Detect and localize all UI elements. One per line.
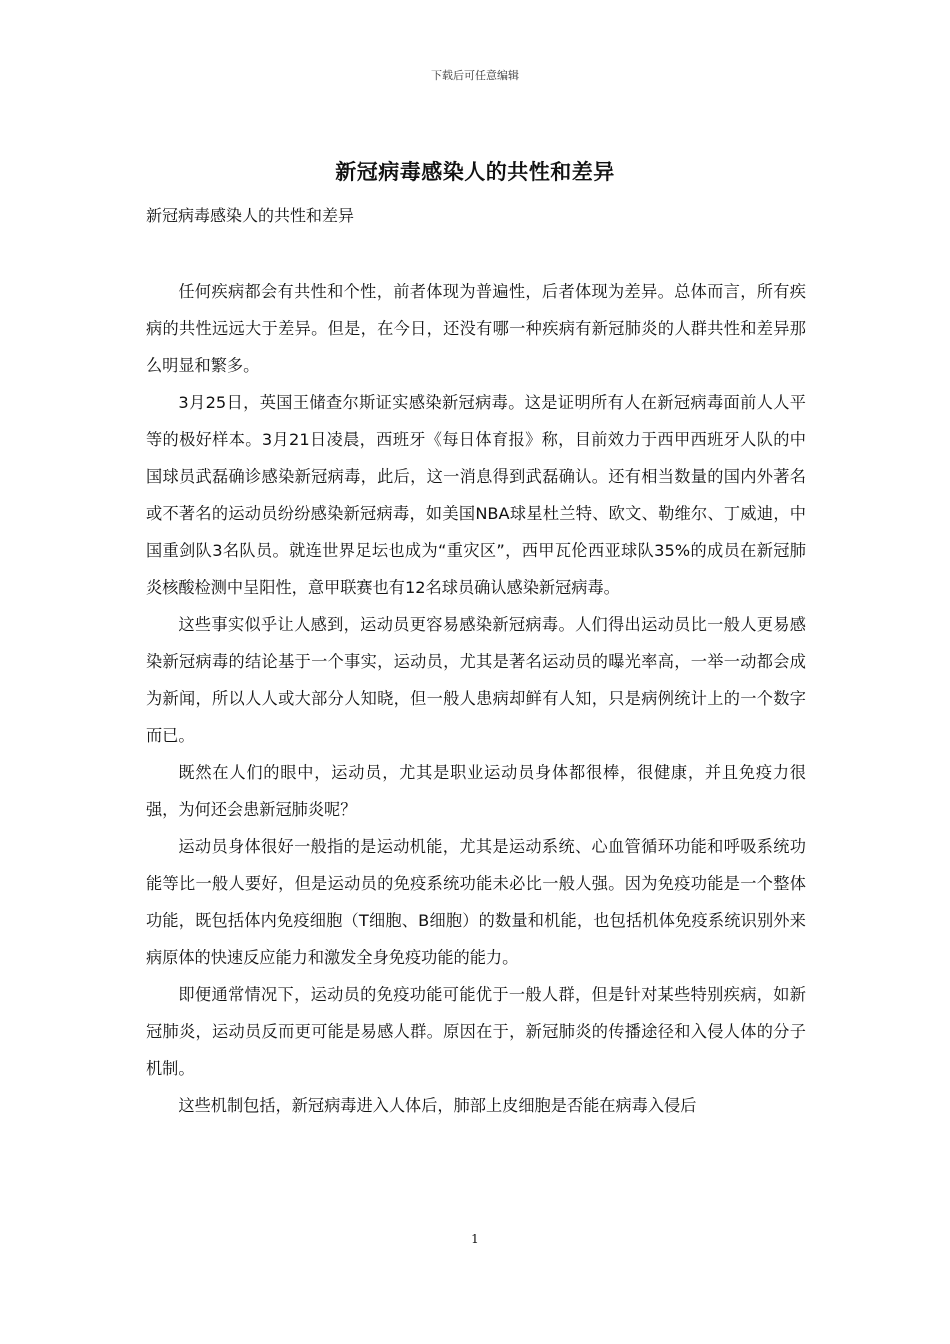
paragraph-6: 即便通常情况下，运动员的免疫功能可能优于一般人群，但是针对某些特别疾病，如新冠肺炎，运动员反而更可能是易感人群。原因在于，新冠肺炎的传播途径和入侵人体的分子机制。 bbox=[146, 985, 806, 1078]
paragraph-4: 既然在人们的眼中，运动员，尤其是职业运动员身体都很棒，很健康，并且免疫力很强，为何还会患新冠肺炎呢？ bbox=[146, 763, 806, 819]
paragraph-1: 任何疾病都会有共性和个性，前者体现为普遍性，后者体现为差异。总体而言，所有疾病的共性远远大于差异。但是，在今日，还没有哪一种疾病有新冠肺炎的人群共性和差异那么明显和繁多。 bbox=[146, 282, 806, 375]
page-number: 1 bbox=[471, 1232, 479, 1246]
paragraph-5: 运动员身体很好一般指的是运动机能，尤其是运动系统、心血管循环功能和呼吸系统功能等比一般人要好，但是运动员的免疫系统功能未必比一般人强。因为免疫功能是一个整体功能，既包括体内免疫细胞（T细胞、B细胞）的数量和机能，也包括机体免疫系统识别外来病原体的快速反应能力和激发全身免疫功能的能力。 bbox=[146, 837, 806, 967]
document-title: 新冠病毒感染人的共性和差异 bbox=[335, 160, 615, 184]
document-subtitle: 新冠病毒感染人的共性和差异 bbox=[146, 206, 355, 225]
header-note: 下载后可任意编辑 bbox=[431, 69, 519, 82]
document-body bbox=[146, 273, 806, 1124]
paragraph-3: 这些事实似乎让人感到，运动员更容易感染新冠病毒。人们得出运动员比一般人更易感染新冠病毒的结论基于一个事实，运动员，尤其是著名运动员的曝光率高，一举一动都会成为新闻，所以人人或大部分人知晓，但一般人患病却鲜有人知，只是病例统计上的一个数字而已。 bbox=[146, 615, 806, 745]
paragraph-2: 3月25日，英国王储查尔斯证实感染新冠病毒。这是证明所有人在新冠病毒面前人人平等的极好样本。3月21日凌晨，西班牙《每日体育报》称，目前效力于西甲西班牙人队的中国球员武磊确诊感染新冠病毒，此后，这一消息得到武磊确认。还有相当数量的国内外著名或不著名的运动员纷纷感染新冠病毒，如美国NBA球星杜兰特、欧文、勒维尔、丁威迪，中国重剑队3名队员。就连世界足坛也成为“重灾区”，西甲瓦伦西亚球队35%的成员在新冠肺炎核酸检测中呈阳性，意甲联赛也有12名球员确认感染新冠病毒。 bbox=[146, 393, 806, 597]
paragraph-7: 这些机制包括，新冠病毒进入人体后，肺部上皮细胞是否能在病毒入侵后 bbox=[178, 1096, 697, 1115]
